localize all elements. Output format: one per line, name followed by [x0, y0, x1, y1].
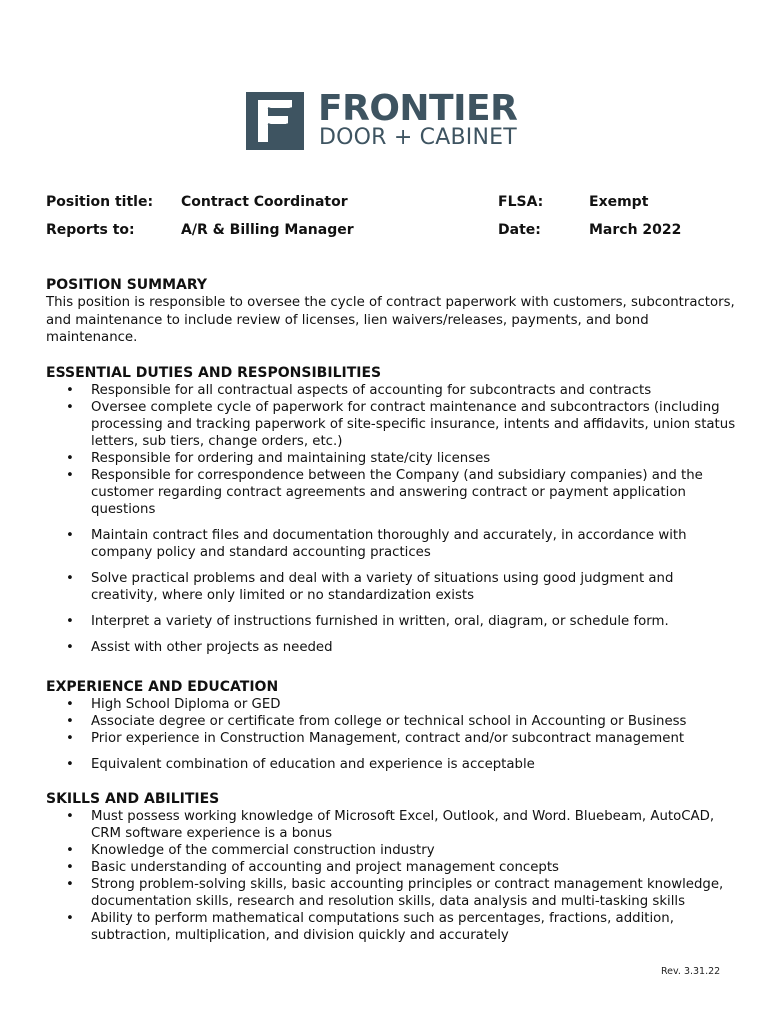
frontier-logo-icon [246, 92, 304, 150]
duties-section [46, 365, 736, 656]
experience-section [46, 679, 736, 773]
list-item: • Solve practical problems and deal with a variety of situations using good judgment and creativity, where only limited or no standardization exists [46, 570, 736, 604]
position-title-value: Contract Coordinator [181, 194, 348, 210]
date-value: March 2022 [589, 222, 682, 238]
flsa-label: FLSA: [498, 194, 544, 210]
skills-list [46, 808, 736, 944]
list-item: • Basic understanding of accounting and project management concepts [46, 859, 736, 876]
list-item: • Maintain contract files and documentation thoroughly and accurately, in accordance with company policy and standard accounting practices [46, 527, 736, 561]
company-logo [246, 88, 536, 154]
position-summary-heading: POSITION SUMMARY [46, 277, 208, 293]
experience-list [46, 696, 736, 773]
duties-list [46, 382, 736, 656]
position-summary-text: This position is responsible to oversee the cycle of contract paperwork with customers, subcontractors, and maintenance to include review of licenses, lien waivers/releases, payments, and bond maintenance. [46, 295, 735, 345]
position-title-label: Position title: [46, 194, 154, 210]
list-item: • Associate degree or certificate from college or technical school in Accounting or Business [46, 713, 736, 730]
list-item: • Oversee complete cycle of paperwork for contract maintenance and subcontractors (including processing and tracking paperwork of site-specific insurance, intents and affidavits, union status letters, sub tiers, change orders, etc.) [46, 399, 736, 450]
logo-subtitle: DOOR + CABINET [319, 125, 517, 150]
reports-to-value: A/R & Billing Manager [181, 222, 354, 238]
list-item: • Strong problem-solving skills, basic accounting principles or contract management knowledge, documentation skills, research and resolution skills, data analysis and multi-tasking skills [46, 876, 736, 910]
list-item: • Responsible for correspondence between the Company (and subsidiary companies) and the customer regarding contract agreements and answering contract or payment application questions [46, 467, 736, 518]
list-item: • Knowledge of the commercial construction industry [46, 842, 736, 859]
list-item: • Responsible for all contractual aspects of accounting for subcontracts and contracts [46, 382, 736, 399]
list-item: • High School Diploma or GED [46, 696, 736, 713]
list-item: • Equivalent combination of education and experience is acceptable [46, 756, 736, 773]
reports-to-label: Reports to: [46, 222, 135, 238]
position-summary-section [46, 277, 736, 347]
duties-heading: ESSENTIAL DUTIES AND RESPONSIBILITIES [46, 365, 382, 381]
list-item: • Prior experience in Construction Management, contract and/or subcontract management [46, 730, 736, 747]
logo-title: FRONTIER [318, 88, 518, 129]
list-item: • Ability to perform mathematical computations such as percentages, fractions, addition, subtraction, multiplication, and division quickly and accurately [46, 910, 736, 944]
list-item: • Responsible for ordering and maintaining state/city licenses [46, 450, 736, 467]
list-item: • Interpret a variety of instructions furnished in written, oral, diagram, or schedule form. [46, 613, 736, 630]
revision-note: Rev. 3.31.22 [661, 966, 721, 977]
skills-heading: SKILLS AND ABILITIES [46, 791, 220, 807]
list-item: • Must possess working knowledge of Microsoft Excel, Outlook, and Word. Bluebeam, AutoCAD, CRM software experience is a bonus [46, 808, 736, 842]
flsa-value: Exempt [589, 194, 649, 210]
skills-section [46, 791, 736, 944]
experience-heading: EXPERIENCE AND EDUCATION [46, 679, 279, 695]
date-label: Date: [498, 222, 541, 238]
list-item: • Assist with other projects as needed [46, 639, 736, 656]
